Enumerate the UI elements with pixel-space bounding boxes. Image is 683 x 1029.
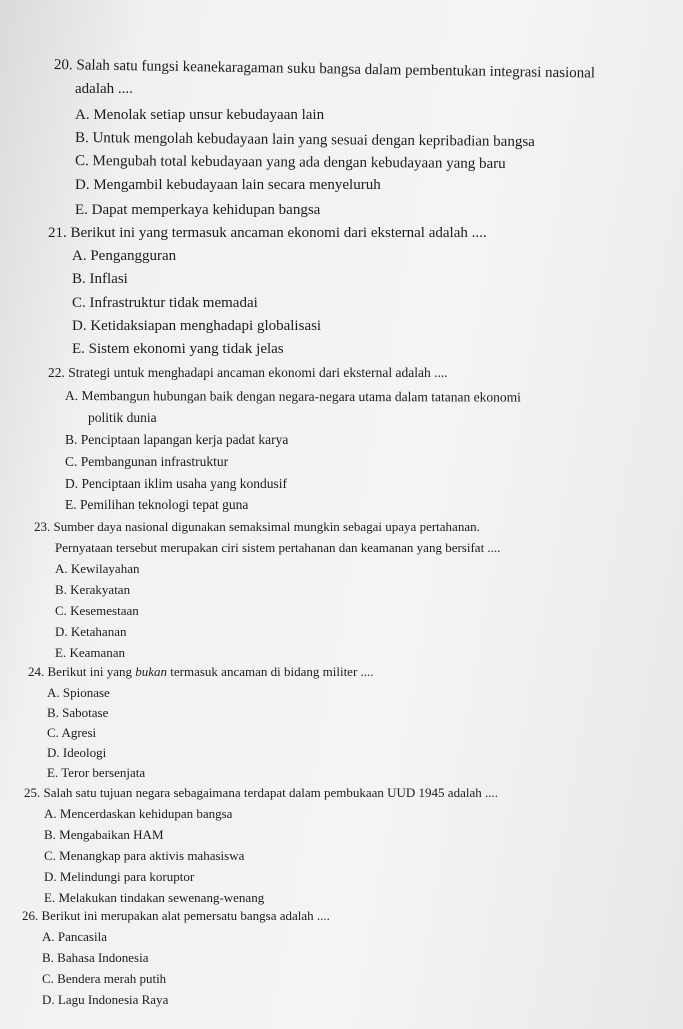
question-23-option-c: C. Kesemestaan (55, 603, 139, 618)
question-24-option-c: C. Agresi (47, 725, 97, 740)
question-24-number: 24. (28, 664, 45, 679)
question-23-stem: Sumber daya nasional digunakan semaksimal mungkin sebagai upaya pertahanan. (53, 519, 480, 534)
question-22-option-e: E. Pemilihan teknologi tepat guna (65, 497, 249, 512)
question-22-number: 22. (48, 365, 65, 380)
question-25-stem: Salah satu tujuan negara sebagaimana terdapat dalam pembukaan UUD 1945 adalah .... (43, 785, 498, 800)
question-22-stem: Strategi untuk menghadapi ancaman ekonomi dari eksternal adalah .... (68, 365, 448, 380)
question-26-number: 26. (22, 908, 39, 923)
question-23-number: 23. (34, 519, 51, 534)
question-24-stem-line-1 (28, 663, 374, 681)
question-22-option-d: D. Penciptaan iklim usaha yang kondusif (65, 476, 287, 491)
question-21-option-b: B. Inflasi (72, 271, 128, 287)
question-26-option-b: B. Bahasa Indonesia (42, 950, 149, 965)
question-24-option-b: B. Sabotase (47, 705, 109, 720)
question-21-option-c: C. Infrastruktur tidak memadai (72, 295, 258, 311)
question-20-number: 20. (53, 57, 73, 74)
question-24-stem-before: Berikut ini yang (47, 664, 136, 679)
question-26-option-c: C. Bendera merah putih (42, 971, 167, 986)
question-21-option-d: D. Ketidaksiapan menghadapi globalisasi (72, 318, 322, 334)
question-20-option-c: C. Mengubah total kebudayaan yang ada dengan kebudayaan yang baru (74, 153, 506, 173)
question-23-option-d: D. Ketahanan (55, 624, 127, 639)
question-25-option-c: C. Menangkap para aktivis mahasiswa (44, 848, 245, 863)
question-20-option-d: D. Mengambil kebudayaan lain secara menyeluruh (75, 177, 381, 193)
question-20-stem: Salah satu fungsi keanekaragaman suku bangsa dalam pembentukan integrasi nasional (76, 57, 596, 82)
question-24-stem-italic: bukan (135, 664, 168, 679)
question-24-option-d: D. Ideologi (47, 745, 107, 760)
question-22-option-c: C. Pembangunan infrastruktur (65, 454, 229, 469)
question-25-option-e: E. Melakukan tindakan sewenang-wenang (44, 890, 265, 905)
question-25-option-a: A. Mencerdaskan kehidupan bangsa (44, 806, 233, 821)
question-22-option-b: B. Penciptaan lapangan kerja padat karya (65, 432, 289, 447)
question-25-option-b: B. Mengabaikan HAM (44, 827, 164, 842)
question-24-option-a: A. Spionase (47, 685, 110, 700)
question-21-number: 21. (48, 225, 67, 241)
question-24-stem-after: termasuk ancaman di bidang militer .... (167, 664, 374, 679)
question-20-option-a: A. Menolak setiap unsur kebudayaan lain (75, 107, 325, 123)
question-21-stem-line-1 (48, 224, 487, 242)
question-26-stem: Berikut ini merupakan alat pemersatu bangsa adalah .... (41, 908, 330, 923)
question-23-option-b: B. Kerakyatan (55, 582, 131, 597)
question-22-option-a: A. Membangun hubungan baik dengan negara-negara utama dalam tatanan ekonomi (64, 388, 521, 405)
question-21-stem: Berikut ini yang termasuk ancaman ekonomi dari eksternal adalah .... (70, 225, 487, 241)
question-25-number: 25. (24, 785, 41, 800)
question-23-option-e: E. Keamanan (55, 645, 126, 660)
question-23-option-a: A. Kewilayahan (55, 561, 140, 576)
question-20-option-b: B. Untuk mengolah kebudayaan lain yang sesuai dengan kepribadian bangsa (74, 130, 535, 151)
question-24-option-e: E. Teror bersenjata (47, 765, 146, 780)
question-26-option-d: D. Lagu Indonesia Raya (42, 992, 169, 1007)
question-25-option-d: D. Melindungi para koruptor (44, 869, 195, 884)
question-21-option-a: A. Pengangguran (72, 248, 177, 264)
question-22-stem-line-1 (48, 364, 448, 382)
question-26-option-a: A. Pancasila (42, 929, 107, 944)
question-23-stem-line-1 (34, 518, 480, 536)
question-20-stem-line-1 (54, 56, 595, 82)
question-23-stem-line-2: Pernyataan tersebut merupakan ciri sistem pertahanan dan keamanan yang bersifat .... (55, 540, 501, 555)
question-21-option-e: E. Sistem ekonomi yang tidak jelas (72, 341, 284, 357)
question-22-option-a-cont: politik dunia (88, 410, 157, 425)
question-25-stem-line-1 (24, 784, 498, 802)
question-20-stem-line-2: adalah .... (75, 81, 133, 97)
question-20-option-e: E. Dapat memperkaya kehidupan bangsa (75, 202, 321, 218)
question-26-stem-line-1 (22, 907, 330, 925)
